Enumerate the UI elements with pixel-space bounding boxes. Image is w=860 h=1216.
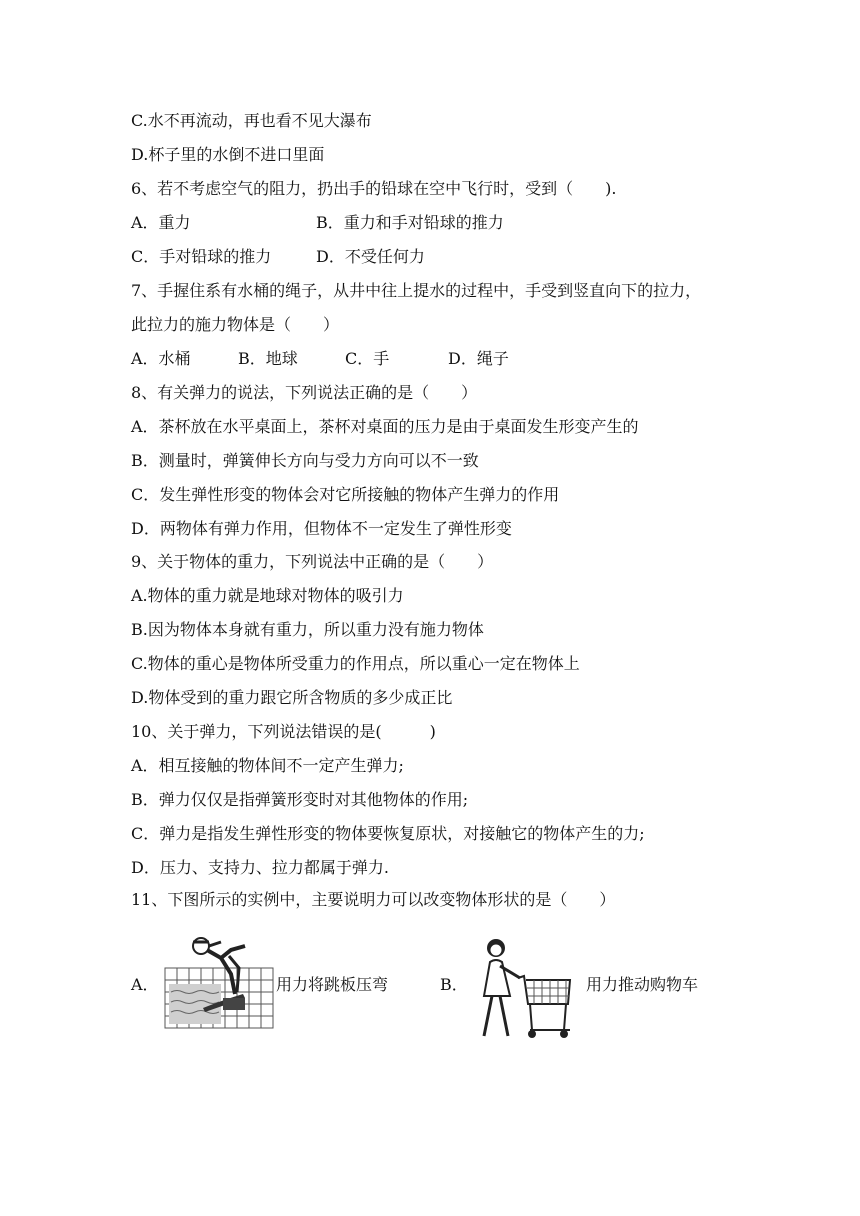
- q6-option-c: C．手对铅球的推力: [131, 247, 272, 266]
- q10-option-a: A．相互接触的物体间不一定产生弹力;: [131, 756, 404, 775]
- diving-board-illustration: [163, 928, 275, 1030]
- shopping-cart-illustration: [474, 934, 574, 1040]
- q9-stem: 9、关于物体的重力，下列说法中正确的是（ ）: [131, 552, 494, 571]
- q5-option-d: D.杯子里的水倒不进口里面: [131, 145, 325, 164]
- q7-stem-line2: 此拉力的施力物体是（ ）: [131, 315, 340, 334]
- diving-board-icon: [163, 928, 275, 1030]
- q8-option-c: C．发生弹性形变的物体会对它所接触的物体产生弹力的作用: [131, 485, 560, 504]
- q7-option-d: D．绳子: [448, 349, 509, 368]
- q6-stem: 6、若不考虑空气的阻力，扔出手的铅球在空中飞行时，受到（ ).: [131, 179, 617, 198]
- q8-option-a: A．茶杯放在水平桌面上，茶杯对桌面的压力是由于桌面发生形变产生的: [131, 417, 639, 436]
- q5-option-c: C.水不再流动，再也看不见大瀑布: [131, 111, 372, 130]
- q7-option-c: C．手: [345, 349, 390, 368]
- q9-option-a: A.物体的重力就是地球对物体的吸引力: [131, 586, 404, 605]
- q11-option-b-caption: 用力推动购物车: [586, 975, 699, 994]
- q7-stem-line1: 7、手握住系有水桶的绳子，从井中往上提水的过程中，手受到竖直向下的拉力，: [131, 281, 702, 300]
- q6-option-d: D．不受任何力: [316, 247, 425, 266]
- q8-option-b: B．测量时，弹簧伸长方向与受力方向可以不一致: [131, 451, 479, 470]
- q11-option-b-letter: B．: [440, 975, 468, 994]
- q9-option-d: D.物体受到的重力跟它所含物质的多少成正比: [131, 688, 453, 707]
- q7-option-a: A．水桶: [131, 349, 191, 368]
- q6-option-b: B．重力和手对铅球的推力: [316, 213, 504, 232]
- q10-stem: 10、关于弹力，下列说法错误的是( ): [131, 722, 436, 741]
- q7-option-b: B．地球: [238, 349, 298, 368]
- shopping-cart-icon: [474, 934, 574, 1040]
- q10-option-b: B．弹力仅仅是指弹簧形变时对其他物体的作用;: [131, 790, 469, 809]
- q8-option-d: D．两物体有弹力作用，但物体不一定发生了弹性形变: [131, 519, 512, 538]
- q11-option-a-caption: 用力将跳板压弯: [276, 975, 389, 994]
- q8-stem: 8、有关弹力的说法，下列说法正确的是（ ）: [131, 383, 478, 402]
- q10-option-d: D．压力、支持力、拉力都属于弹力.: [131, 858, 389, 877]
- q11-stem: 11、下图所示的实例中，主要说明力可以改变物体形状的是（ ）: [131, 890, 616, 909]
- q6-option-a: A．重力: [131, 213, 191, 232]
- q11-option-a-letter: A．: [131, 975, 159, 994]
- q10-option-c: C．弹力是指发生弹性形变的物体要恢复原状，对接触它的物体产生的力;: [131, 824, 645, 843]
- q9-option-b: B.因为物体本身就有重力，所以重力没有施力物体: [131, 620, 484, 639]
- q9-option-c: C.物体的重心是物体所受重力的作用点，所以重心一定在物体上: [131, 654, 580, 673]
